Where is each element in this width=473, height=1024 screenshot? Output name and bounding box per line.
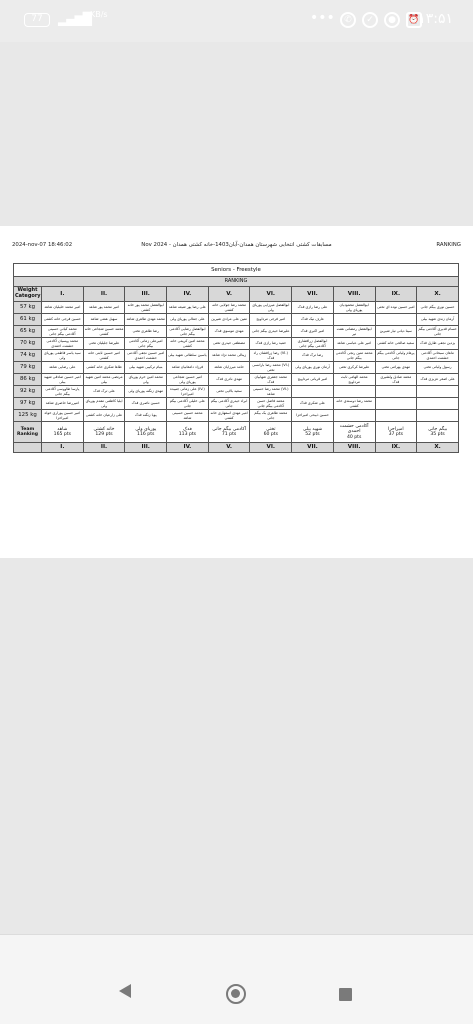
- footer-blank: [14, 443, 42, 453]
- place-header: V.: [208, 287, 250, 302]
- check-badge-icon: ✓: [362, 12, 378, 28]
- wrestler-cell: [333, 410, 375, 422]
- wrestler-cell: [375, 410, 417, 422]
- wrestler-cell: یزدین نجفی طارق فدک: [417, 338, 459, 350]
- wrestler-cell: محمد جعفری شهابیان فدک: [250, 374, 292, 386]
- table-row: [14, 314, 459, 326]
- place-footer: VII.: [292, 443, 334, 453]
- team-name: شاهد: [57, 426, 68, 432]
- place-footer: IV.: [167, 443, 209, 453]
- team-points: 60 pts: [263, 432, 278, 437]
- wrestler-cell: حمید رضا رازی فدک: [250, 338, 292, 350]
- wrestler-cell: علیرضا حیدری بیگم جانی: [250, 326, 292, 338]
- wrestler-cell: عارف نیک فدک: [292, 314, 334, 326]
- table-row: [14, 374, 459, 386]
- wrestler-cell: رضا زرافشان راد (VI.) فدک: [250, 350, 292, 362]
- wrestler-cell: رسول ولیانی تختی: [417, 362, 459, 374]
- team-name: تختی: [266, 426, 276, 432]
- wrestler-cell: سید یاسر فاطمی پوریای ولی: [42, 350, 84, 362]
- place-header: VI.: [250, 287, 292, 302]
- wrestler-cell: محمد مهدی طاهری شاهد: [125, 314, 167, 326]
- wrestler-cell: محمد ویسیان آکادمی حشمت احمدی: [42, 338, 84, 350]
- wrestler-cell: مهدی موسوی فدک: [208, 326, 250, 338]
- place-footer: X.: [417, 443, 459, 453]
- weight-cell: 57 kg: [14, 302, 42, 314]
- team-points: 40 pts: [346, 434, 362, 440]
- wrestler-cell: مهدی بهرامی تختی: [375, 362, 417, 374]
- wrestler-cell: پرهام ولیانی آکادمی بیگم جانی: [375, 350, 417, 362]
- wrestler-cell: محمد رضا حسینی (VI.) شاهد: [250, 386, 292, 398]
- team-points: 113 pts: [178, 432, 197, 437]
- wrestler-cell: ابوالفضل محمد پور خانه کشتی: [125, 302, 167, 314]
- place-footer: VIII.: [333, 443, 375, 453]
- wrestler-cell: محمد الهامی ثابت مرداویج: [333, 374, 375, 386]
- document-page[interactable]: [0, 226, 473, 558]
- wrestler-cell: علیرضا کرکری تختی: [333, 362, 375, 374]
- wrestler-cell: امیرعلی زمانی آکادمی بیگم جانی: [125, 338, 167, 350]
- team-cell: [125, 422, 167, 443]
- signal-icon: ▂▄▆█: [58, 12, 91, 26]
- team-name: آکادمی بیگم جانی: [212, 426, 246, 432]
- wrestler-cell: ابراد حیدری آکادمی بیگم جانی: [208, 398, 250, 410]
- wrestler-cell: حسین ذبیحی امیراحزا: [292, 410, 334, 422]
- team-points: 37 pts: [388, 432, 404, 437]
- place-header: VIII.: [333, 287, 375, 302]
- network-speed: KB/s: [90, 10, 108, 19]
- place-header: X.: [417, 287, 459, 302]
- wrestler-cell: علی رضا رازی فدک: [292, 302, 334, 314]
- more-notifications-icon: •••: [310, 10, 335, 26]
- wrestler-cell: امیر حسین صادقی شهید بیلی: [42, 374, 84, 386]
- place-header: VII.: [292, 287, 334, 302]
- team-cell: [375, 422, 417, 443]
- wrestler-cell: رضا طاهری تختی: [125, 326, 167, 338]
- ranking-label: RANKING: [436, 242, 461, 248]
- wrestler-cell: سینا دیانی تیار شیرین: [375, 326, 417, 338]
- wrestler-cell: سهیل همتی شاهد: [83, 314, 125, 326]
- wrestler-cell: مهدی نادری فدک: [208, 374, 250, 386]
- wrestler-cell: حامد میرزایان شاهد: [208, 362, 250, 374]
- place-footer: V.: [208, 443, 250, 453]
- wrestler-cell: ابوالفضل زرافشاری آکادمی بیگم جانی: [292, 338, 334, 350]
- wrestler-cell: علی شکری فدک: [292, 398, 334, 410]
- place-footer: III.: [125, 443, 167, 453]
- team-cell: [42, 422, 84, 443]
- wrestler-cell: امیر حسین نجفی آکادمی حشمت احمدی: [125, 350, 167, 362]
- weight-cell: 125 kg: [14, 410, 42, 422]
- wrestler-cell: رضا ترک فدک: [292, 350, 334, 362]
- wrestler-cell: زینالی محمد نژاد شاهد: [208, 350, 250, 362]
- wrestler-cell: علی خلیلی آکادمی بیگم جانی: [167, 398, 209, 410]
- back-icon[interactable]: [119, 984, 131, 998]
- place-footer: II.: [83, 443, 125, 453]
- alarm-icon: ⏰: [406, 12, 422, 28]
- team-points: 116 pts: [137, 432, 155, 437]
- team-points: 35 pts: [430, 432, 445, 437]
- team-name: شهید بیلی: [302, 426, 323, 432]
- table-row: [14, 398, 459, 410]
- wrestler-cell: سعید بالایی تختی: [208, 386, 250, 398]
- battery-icon: 77: [24, 13, 50, 27]
- table-row: [14, 302, 459, 314]
- wrestler-cell: ابوالفضل رمضانی هفت تیر: [333, 326, 375, 338]
- wrestler-cell: آرمان زندی شهید بیلی: [417, 314, 459, 326]
- wrestler-cell: علیرضا جلیلیان تختی: [83, 338, 125, 350]
- wrestler-cell: متین علی مرادی شیرین: [208, 314, 250, 326]
- weight-cell: 70 kg: [14, 338, 42, 350]
- wrestler-cell: محمد حسین شجاعی خانه کشتی: [84, 327, 124, 336]
- wrestler-cell: امیر علی عباسی شاهد: [333, 338, 375, 350]
- team-name: فدک: [183, 426, 192, 432]
- wrestler-cell: علی جمالی پوریای ولی: [167, 314, 209, 326]
- wrestler-cell: حسین ناصری فدک: [125, 398, 167, 410]
- wrestler-cell: امیر حسین نوده ای تختی: [375, 302, 417, 314]
- home-icon[interactable]: [226, 984, 246, 1004]
- wrestler-cell: [417, 410, 459, 422]
- weight-cell: 86 kg: [14, 374, 42, 386]
- place-header: IV.: [167, 287, 209, 302]
- team-ranking-row: [14, 422, 459, 443]
- table-row: [14, 326, 459, 338]
- ranking-table: [13, 263, 459, 453]
- team-name: آکادمی حشمت احمدی: [339, 423, 369, 435]
- wrestler-cell: علی ترک فدک: [83, 386, 125, 398]
- wrestler-cell: سعید صالحی خانه کشتی: [375, 338, 417, 350]
- wrestler-cell: محمد امین خرم پوریای ولی: [125, 374, 167, 386]
- wrestler-cell: محمد کیانی حسینی آکادمی بیگم جانی: [42, 326, 84, 338]
- team-cell: [250, 422, 292, 443]
- wrestler-cell: ابوالفضل میرزایی پوریای ولی: [250, 302, 292, 314]
- wrestler-cell: مصطفی حیدری تختی: [208, 338, 250, 350]
- wrestler-cell: ماهان سبحانی آکادمی حشمت احمدی: [417, 350, 459, 362]
- table-row: [14, 410, 459, 422]
- status-bar: [0, 0, 473, 42]
- table-row: [14, 350, 459, 362]
- wrestler-cell: [375, 314, 417, 326]
- table-row: [14, 338, 459, 350]
- weight-cell: 97 kg: [14, 398, 42, 410]
- wrestler-cell: مهدی زنگنه پوریای ولی: [125, 386, 167, 398]
- wrestler-cell: بنیام ترکیبی شهید بیلی: [125, 362, 167, 374]
- wrestler-cell: علی رضا پور شیعه شاهد: [167, 302, 209, 314]
- wrestler-cell: ابوالفضل محمودیان پوریای ولی: [333, 302, 375, 314]
- wrestler-cell: [375, 398, 417, 410]
- wrestler-cell: ابوالفضل رضایی آکادمی بیگم جانی: [167, 326, 209, 338]
- clock: ۱۳:۵۱: [418, 11, 453, 27]
- wrestler-cell: امیر محمد خلیلیان شاهد: [42, 302, 84, 314]
- table-title: Seniors - Freestyle: [14, 264, 459, 277]
- wrestler-cell: [333, 386, 375, 398]
- place-header: I.: [42, 287, 84, 302]
- weight-cell: 65 kg: [14, 326, 42, 338]
- document-heading: Nov 2024 - مسابقات کشتی انتخابی شهرستان همدان-آبان1403-خانه کشتی همدان: [141, 242, 332, 248]
- place-header: II.: [83, 287, 125, 302]
- table-subtitle: RANKING: [14, 277, 459, 287]
- wrestler-cell: امیر مهدی اسفهاری خانه کشتی: [208, 410, 250, 422]
- wrestler-cell: امیر حسین ثابتی خانه کشتی: [83, 350, 125, 362]
- wrestler-cell: علی زارعیان خانه کشتی: [83, 410, 125, 422]
- wrestler-cell: محمد رضا بارانسی (VI.) تختی: [250, 362, 292, 374]
- wrestler-cell: محمد امین کریمی خانه کشتی: [167, 338, 209, 350]
- wrestler-cell: امیر حسین شجاعی پوریای ولی: [167, 374, 209, 386]
- wrestler-cell: پارسا طاووسی آکادمی بیگم جانی: [42, 386, 84, 398]
- recent-apps-icon[interactable]: [339, 988, 352, 1001]
- wrestler-cell: علی رضایی شاهد: [42, 362, 84, 374]
- navigation-bar: [0, 934, 473, 1024]
- team-points: 165 pts: [53, 432, 72, 437]
- wrestler-cell: امیر حسین پوراری خواه امیراحزا: [42, 410, 84, 422]
- team-points: 129 pts: [95, 432, 113, 437]
- team-points: 71 pts: [221, 432, 237, 437]
- wrestler-cell: [375, 386, 417, 398]
- wrestler-cell: حسین فرجی خانه کشتی: [42, 314, 84, 326]
- table-row: [14, 362, 459, 374]
- team-ranking-label: Team Ranking: [14, 422, 42, 443]
- wrestler-cell: علی زمانی جنبیده (IV.) امیراحزا: [167, 386, 209, 398]
- weight-cell: 79 kg: [14, 362, 42, 374]
- weight-cell: 92 kg: [14, 386, 42, 398]
- wrestler-cell: [333, 314, 375, 326]
- weight-category-header: Weight Category: [14, 287, 42, 302]
- wrestler-cell: محمد صادق ولشیری فدک: [375, 374, 417, 386]
- wrestler-cell: امیر محمد پور شاهد: [83, 302, 125, 314]
- wrestler-cell: محمد متین رنجی آکادمی بیگم جانی: [333, 350, 375, 362]
- team-cell: [83, 422, 125, 443]
- wrestler-cell: [417, 386, 459, 398]
- team-name: امیراحزا: [388, 426, 404, 432]
- wrestler-cell: ایلیا کاظمی مقدم پوریای ولی: [83, 398, 125, 410]
- wrestler-cell: محمد رضا دوستدی خانه کشتی: [333, 398, 375, 410]
- wrestler-cell: حسام قدیری آکادمی بیگم جانی: [418, 327, 457, 336]
- wrestler-cell: مرتضی محمد امین شهید بیلی: [83, 374, 125, 386]
- place-footer: IX.: [375, 443, 417, 453]
- team-cell: [292, 422, 334, 443]
- wrestler-cell: علی اصغر عزیزی فدک: [417, 374, 459, 386]
- team-cell: [167, 422, 209, 443]
- weight-cell: 74 kg: [14, 350, 42, 362]
- wrestler-cell: حسین نوری بیگم جانی: [417, 302, 459, 314]
- wrestler-cell: [417, 398, 459, 410]
- place-header: IX.: [375, 287, 417, 302]
- wrestler-cell: [292, 386, 334, 398]
- wrestler-cell: آرمان نوری پوریای ولی: [292, 362, 334, 374]
- wrestler-cell: امیر فرجی مرداویج: [250, 314, 292, 326]
- team-points: 52 pts: [305, 432, 320, 437]
- weight-cell: 61 kg: [14, 314, 42, 326]
- chat-icon: ●: [384, 12, 400, 28]
- table-row: [14, 386, 459, 398]
- team-name: بیگم جانی: [428, 426, 448, 432]
- wrestler-cell: محمد طاهری بک بیگم جانی: [250, 410, 292, 422]
- wrestler-cell: امیررضا حاضری شاهد: [42, 398, 84, 410]
- wrestler-cell: یاسین سلطانی شهید بیلی: [167, 350, 209, 362]
- wrestler-cell: محمد رضا جولایی خانه کشتی: [208, 302, 250, 314]
- whatsapp-icon: ✆: [340, 12, 356, 28]
- team-cell: [208, 422, 250, 443]
- wrestler-cell: محمد حسین حسینی شاهد: [167, 410, 209, 422]
- team-name: خانه کشتی: [93, 426, 115, 432]
- wrestler-cell: فرزاد دامغانیان شاهد: [167, 362, 209, 374]
- wrestler-cell: محمد فاضل حسن آکادمی بیگم جانی: [250, 398, 292, 410]
- team-cell: [333, 422, 375, 443]
- place-header: III.: [125, 287, 167, 302]
- wrestler-cell: امیر قربانی مرداویج: [292, 374, 334, 386]
- team-name: پوریای ولی: [135, 426, 157, 432]
- wrestler-cell: پویا زنگنه فدک: [125, 410, 167, 422]
- print-datetime: 2024-nov-07 18:46:02: [12, 242, 73, 248]
- place-footer: VI.: [250, 443, 292, 453]
- team-cell: [417, 422, 459, 443]
- wrestler-cell: امیر اکبری فدک: [292, 326, 334, 338]
- wrestler-cell: طاها شکری خانه کشتی: [83, 362, 125, 374]
- place-footer: I.: [42, 443, 84, 453]
